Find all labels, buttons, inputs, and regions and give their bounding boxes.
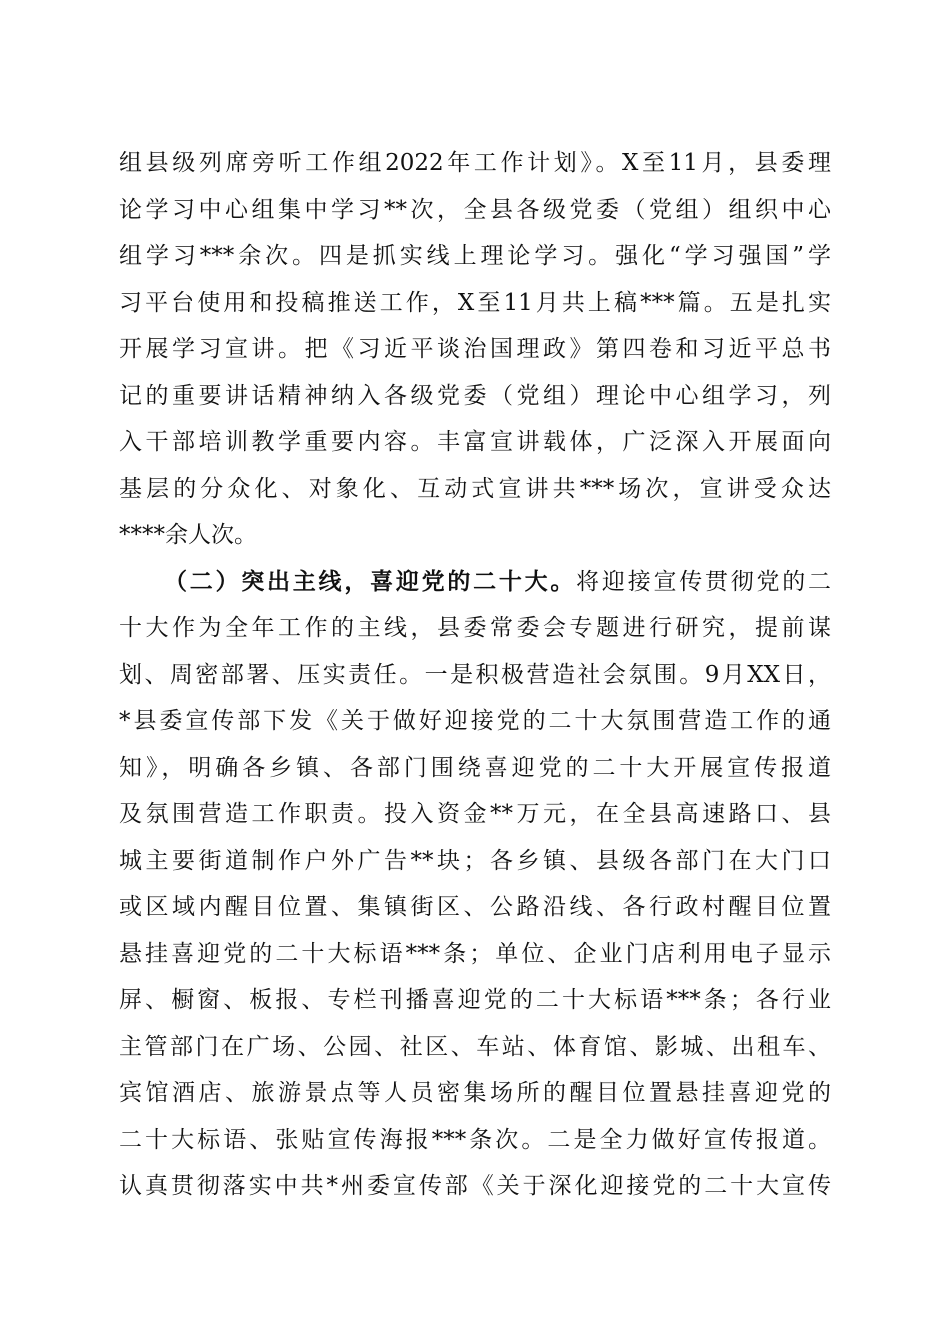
- paragraph-line: 悬挂喜迎党的二十大标语***条；单位、企业门店利用电子显示: [119, 941, 831, 967]
- section-heading: （二）突出主线，喜迎党的二十大。: [164, 568, 577, 595]
- paragraph-line: 十大作为全年工作的主线，县委常委会专题进行研究，提前谋: [119, 615, 831, 641]
- paragraph-line: 基层的分众化、对象化、互动式宣讲共***场次，宣讲受众达: [119, 476, 831, 502]
- paragraph-line: 组县级列席旁听工作组2022年工作计划》。X至11月，县委理: [119, 150, 831, 176]
- paragraph-line: 宾馆酒店、旅游景点等人员密集场所的醒目位置悬挂喜迎党的: [119, 1080, 831, 1106]
- section-heading-line: [164, 562, 831, 602]
- paragraph-line: 开展学习宣讲。把《习近平谈治国理政》第四卷和习近平总书: [119, 336, 831, 362]
- paragraph-line: ****余人次。: [119, 522, 257, 548]
- paragraph-line: 认真贯彻落实中共*州委宣传部《关于深化迎接党的二十大宣传: [119, 1173, 831, 1199]
- paragraph-line: 知》，明确各乡镇、各部门围绕喜迎党的二十大开展宣传报道: [119, 755, 831, 781]
- paragraph-line: 二十大标语、张贴宣传海报***条次。二是全力做好宣传报道。: [119, 1127, 831, 1153]
- heading-line-text: 将迎接宣传贯彻党的二: [576, 569, 831, 595]
- paragraph-line: *县委宣传部下发《关于做好迎接党的二十大氛围营造工作的通: [119, 708, 831, 734]
- paragraph-line: 主管部门在广场、公园、社区、车站、体育馆、影城、出租车、: [119, 1034, 831, 1060]
- paragraph-line: 入干部培训教学重要内容。丰富宣讲载体，广泛深入开展面向: [119, 429, 831, 455]
- paragraph-line: 记的重要讲话精神纳入各级党委（党组）理论中心组学习，列: [119, 383, 831, 409]
- paragraph-line: 论学习中心组集中学习**次，全县各级党委（党组）组织中心: [119, 197, 831, 223]
- paragraph-line: 城主要街道制作户外广告**块；各乡镇、县级各部门在大门口: [119, 848, 831, 874]
- paragraph-line: 组学习***余次。四是抓实线上理论学习。强化“学习强国”学: [119, 243, 831, 269]
- paragraph-line: 及氛围营造工作职责。投入资金**万元，在全县高速路口、县: [119, 801, 831, 827]
- paragraph-line: 或区域内醒目位置、集镇街区、公路沿线、各行政村醒目位置: [119, 894, 831, 920]
- paragraph-line: 划、周密部署、压实责任。一是积极营造社会氛围。9月XX日，: [119, 662, 831, 688]
- paragraph-line: 习平台使用和投稿推送工作，X至11月共上稿***篇。五是扎实: [119, 290, 831, 316]
- paragraph-line: 屏、橱窗、板报、专栏刊播喜迎党的二十大标语***条；各行业: [119, 987, 831, 1013]
